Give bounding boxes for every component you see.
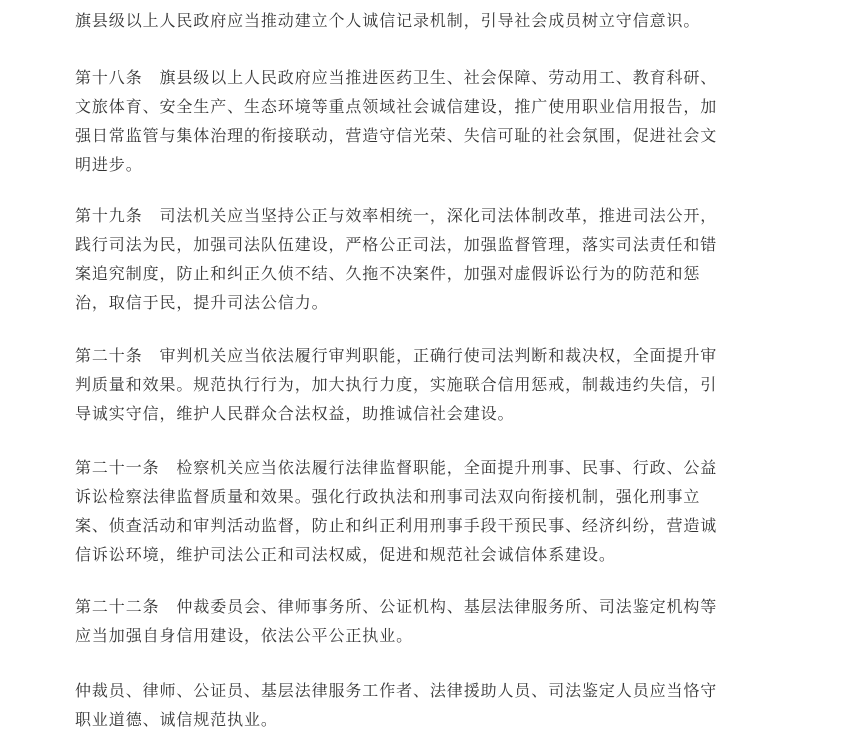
text-line: 第二十条 审判机关应当依法履行审判职能，正确行使司法判断和裁决权，全面提升审 [75,346,718,365]
text-line: 信诉讼环境，维护司法公正和司法权威，促进和规范社会诚信体系建设。 [75,545,616,564]
text-line: 案追究制度，防止和纠正久侦不结、久拖不决案件，加强对虚假诉讼行为的防范和惩 [75,264,701,283]
text-line: 诉讼检察法律监督质量和效果。强化行政执法和刑事司法双向衔接机制，强化刑事立 [75,487,701,506]
text-line: 第二十二条 仲裁委员会、律师事务所、公证机构、基层法律服务所、司法鉴定机构等 [75,597,718,616]
text-line: 治，取信于民，提升司法公信力。 [75,293,329,312]
paragraph-article-19 [75,201,717,317]
paragraph-article-21 [75,453,717,569]
text-line: 仲裁员、律师、公证员、基层法律服务工作者、法律援助人员、司法鉴定人员应当恪守 [75,681,718,700]
text-line: 应当加强自身信用建设，依法公平公正执业。 [75,626,414,645]
text-line: 案、侦查活动和审判活动监督，防止和纠正利用刑事手段干预民事、经济纠纷，营造诚 [75,516,718,535]
paragraph-intro [75,6,700,35]
paragraph-article-20 [75,341,717,428]
paragraph-article-18 [75,63,717,179]
text-line: 第十八条 旗县级以上人民政府应当推进医药卫生、社会保障、劳动用工、教育科研、 [75,68,718,87]
text-line: 践行司法为民，加强司法队伍建设，严格公正司法，加强监督管理，落实司法责任和错 [75,235,718,254]
text-line: 文旅体育、安全生产、生态环境等重点领域社会诚信建设，推广使用职业信用报告，加 [75,97,718,116]
paragraph-practitioners [75,676,717,734]
text-line: 第二十一条 检察机关应当依法履行法律监督职能，全面提升刑事、民事、行政、公益 [75,458,718,477]
text-line: 明进步。 [75,155,143,174]
text-line: 导诚实守信，维护人民群众合法权益，助推诚信社会建设。 [75,404,515,423]
text-line: 第十九条 司法机关应当坚持公正与效率相统一，深化司法体制改革，推进司法公开， [75,206,718,225]
text-line: 旗县级以上人民政府应当推动建立个人诚信记录机制，引导社会成员树立守信意识。 [75,11,701,30]
paragraph-article-22 [75,592,717,650]
text-line: 强日常监管与集体治理的衔接联动，营造守信光荣、失信可耻的社会氛围，促进社会文 [75,126,718,145]
text-line: 判质量和效果。规范执行行为，加大执行力度，实施联合信用惩戒，制裁违约失信，引 [75,375,718,394]
text-line: 职业道德、诚信规范执业。 [75,710,278,729]
